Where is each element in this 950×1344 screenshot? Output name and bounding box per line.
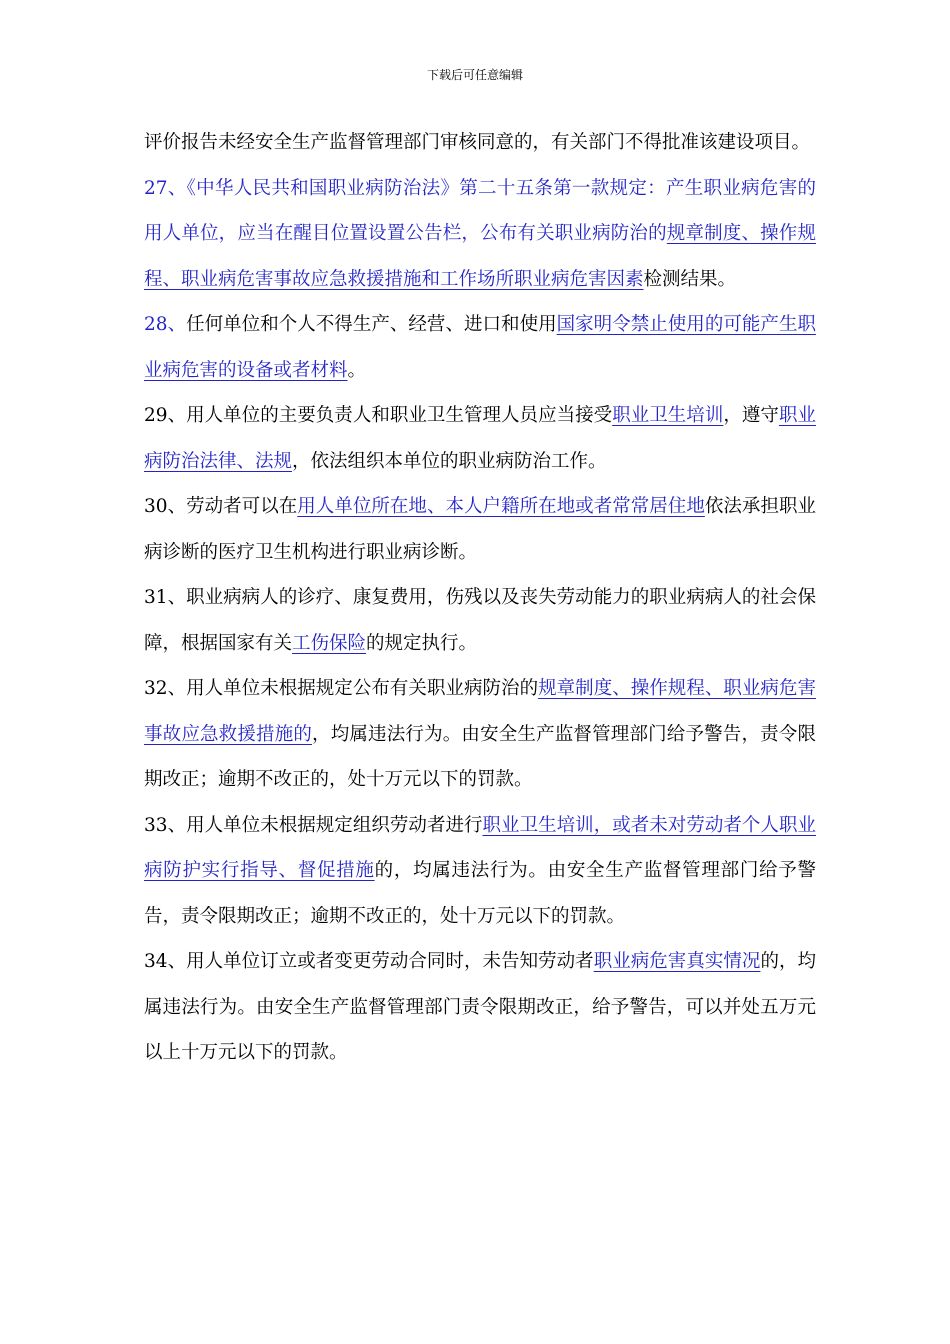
highlighted-text: 28、: [144, 314, 187, 335]
hyperlink-text[interactable]: 规章制度、操作规程、职业病危害事故应急救援措施的: [144, 678, 816, 745]
paragraph: [144, 484, 816, 575]
hyperlink-text[interactable]: 职业卫生培训，或者未对劳动者个人职业病防护实行指导、督促措施: [144, 814, 816, 881]
paragraph-text: 的，均属违法行为。由安全生产监督管理部门给予警告，责令限期改正；逾期不改正的，处十万元以下的罚款。: [144, 860, 816, 927]
paragraph-text: 29、用人单位的主要负责人和职业卫生管理人员应当接受: [144, 405, 613, 426]
paragraph-text: 32、用人单位未根据规定公布有关职业病防治的: [144, 678, 539, 699]
highlighted-text: 27、《中华人民共和国职业病防治法》第二十五条第一款规定：产生职业病危害的用人单位，应当在醒目位置设置公告栏，公布有关职业病防治的: [144, 177, 816, 244]
paragraph-text: 34、用人单位订立或者变更劳动合同时，未告知劳动者: [144, 951, 594, 972]
paragraph-text: ，均属违法行为。由安全生产监督管理部门给予警告，责令限期改正；逾期不改正的，处十万元以下的罚款。: [144, 723, 816, 790]
paragraph: [144, 666, 816, 803]
hyperlink-text[interactable]: 职业病危害真实情况: [593, 951, 761, 972]
paragraph-text: 评价报告未经安全生产监督管理部门审核同意的，有关部门不得批准该建设项目。: [144, 132, 811, 153]
paragraph-text: 任何单位和个人不得生产、经营、进口和使用: [186, 314, 557, 335]
paragraph-text: 31、职业病病人的诊疗、康复费用，伤残以及丧失劳动能力的职业病病人的社会保障，根据国家有关: [144, 587, 816, 654]
paragraph-text: 的，均属违法行为。由安全生产监督管理部门责令限期改正，给予警告，可以并处五万元以上十万元以下的罚款。: [144, 951, 816, 1063]
hyperlink-text[interactable]: 用人单位所在地、本人户籍所在地或者常常居住地: [297, 496, 705, 517]
paragraph: [144, 575, 816, 666]
paragraph: [144, 939, 816, 1076]
hyperlink-text[interactable]: 职业病防治法律、法规: [144, 405, 816, 472]
page-header: 下载后可任意编辑: [426, 68, 523, 82]
paragraph: [144, 393, 816, 484]
paragraph-text: 30、劳动者可以在: [144, 496, 298, 517]
paragraph: [144, 803, 816, 940]
paragraph: [144, 302, 816, 393]
document-body: [144, 120, 816, 1076]
paragraph-text: ，依法组织本单位的职业病防治工作。: [292, 450, 607, 472]
hyperlink-text[interactable]: 规章制度、操作规程、职业病危害事故应急救援措施和工作场所职业病危害因素: [144, 223, 816, 290]
paragraph: [144, 120, 816, 166]
paragraph-text: 的规定执行。: [366, 632, 478, 654]
paragraph-text: 依法承担职业病诊断的医疗卫生机构进行职业病诊断。: [144, 496, 816, 563]
paragraph: [144, 166, 816, 303]
hyperlink-text[interactable]: 职业卫生培训: [612, 405, 724, 426]
paragraph-text: 33、用人单位未根据规定组织劳动者进行: [144, 814, 483, 836]
paragraph-text: 检测结果。: [643, 268, 737, 290]
paragraph-text: ，遵守: [723, 405, 779, 426]
hyperlink-text[interactable]: 国家明令禁止使用的可能产生职业病危害的设备或者材料: [144, 314, 816, 381]
paragraph-text: 。: [347, 359, 367, 381]
hyperlink-text[interactable]: 工伤保险: [292, 632, 367, 654]
